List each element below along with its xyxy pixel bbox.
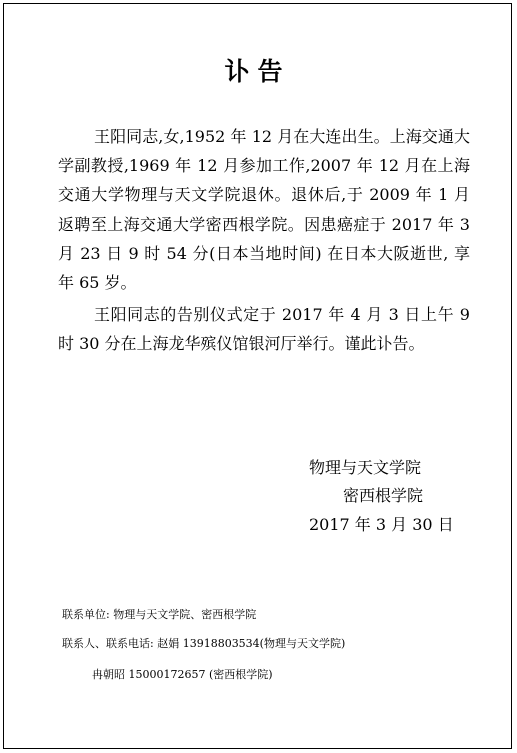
signature-org-michigan: 密西根学院	[343, 486, 424, 505]
obituary-paragraph-1: 王阳同志,女,1952 年 12 月在大连出生。上海交通大学副教授,1969 年 12 月参加工作,2007 年 12 月在上海交通大学物理与天文学院退休。退休后,于 2009 年 1 月返聘至上海交通大学密西根学院。因患癌症于 2017 年 3 月 23 日 9 时 54 分(日本当地时间) 在日本大阪逝世, 享年 65 岁。	[58, 127, 470, 293]
contact-person-1: 联系人、联系电话: 赵娟 13918803534(物理与天文学院)	[62, 637, 346, 650]
farewell-paragraph: 王阳同志的告别仪式定于 2017 年 4 月 3 日上午 9 时 30 分在上海龙华殡仪馆银河厅举行。谨此讣告。	[58, 305, 470, 354]
signature-date: 2017 年 3 月 30 日	[309, 515, 454, 534]
document-title: 讣告	[224, 57, 291, 86]
contact-unit: 联系单位: 物理与天文学院、密西根学院	[62, 608, 257, 621]
signature-org-physics: 物理与天文学院	[309, 458, 422, 477]
obituary-page	[3, 3, 512, 749]
contact-person-2: 冉朝昭 15000172657 (密西根学院)	[92, 668, 273, 681]
